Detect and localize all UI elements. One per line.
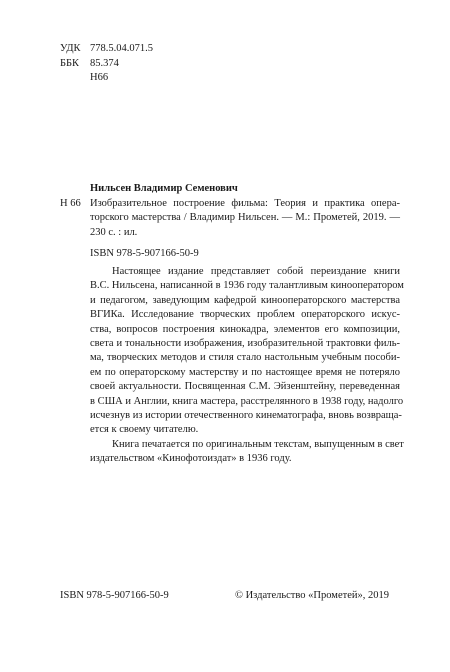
udk-value: 778.5.04.071.5	[90, 43, 153, 54]
annotation-line: света и тональности изображения, изобразительной трактовки филь-	[90, 338, 400, 350]
record-author: Нильсен Владимир Семенович	[90, 183, 238, 194]
annotation-line: своей актуальности. Посвященная С.М. Эйзенштейну, переведенная	[90, 381, 400, 393]
bbk-row	[60, 57, 153, 72]
record-line: 230 с. : ил.	[90, 226, 138, 238]
annotation-line: В.С. Нильсена, написанной в 1936 году талантливым кинооператором	[90, 280, 404, 292]
annotation-line: ма, творческих методов и стиля стало настольным учебным пособи-	[90, 352, 400, 364]
annotation-line: Настоящее издание представляет собой переиздание книги	[112, 266, 400, 277]
udk-label: УДК	[60, 43, 81, 54]
annotation-line: ется к своему читателю.	[90, 424, 199, 436]
annotation	[90, 265, 404, 467]
record-line: Изобразительное построение фильма: Теория и практика опера-	[90, 197, 400, 209]
annotation-line: издательством «Кинофотоиздат» в 1936 году.	[90, 453, 292, 465]
annotation-line: ВГИКа. Исследование творческих проблем операторского искус-	[90, 309, 400, 321]
annotation-line: Книга печатается по оригинальным текстам, выпущенным в свет	[112, 438, 404, 450]
record-line: торского мастерства / Владимир Нильсен. — М.: Прометей, 2019. —	[90, 212, 400, 223]
footer-copyright: © Издательство «Прометей», 2019	[235, 590, 389, 601]
record-description	[90, 197, 400, 241]
annotation-line: ства, вопросов построения кинокадра, элементов его композиции,	[90, 323, 400, 335]
bbk-label: ББК	[60, 57, 80, 69]
annotation-line: ем по операторскому мастерству и по настоящее время не потеряло	[90, 366, 400, 378]
annotation-paragraph-1	[90, 265, 404, 438]
bibliographic-record	[60, 182, 400, 262]
bbk-value: 85.374	[90, 57, 119, 69]
record-isbn: ISBN 978-5-907166-50-9	[90, 248, 199, 259]
record-entry	[60, 197, 400, 241]
annotation-line: в США и Англии, книга мастера, расстрелянного в 1938 году, надолго	[90, 395, 404, 407]
annotation-paragraph-2	[90, 438, 404, 467]
classification-block	[60, 42, 153, 86]
record-code: Н 66	[60, 197, 81, 209]
footer-isbn: ISBN 978-5-907166-50-9	[60, 590, 169, 601]
annotation-line: исчезнув из истории отечественного кинематографа, вновь возвраща-	[90, 410, 402, 422]
udk-row	[60, 42, 153, 57]
annotation-line: и педагогом, заведующим кафедрой кинооператорского мастерства	[90, 294, 400, 306]
author-mark: Н66	[90, 72, 109, 83]
